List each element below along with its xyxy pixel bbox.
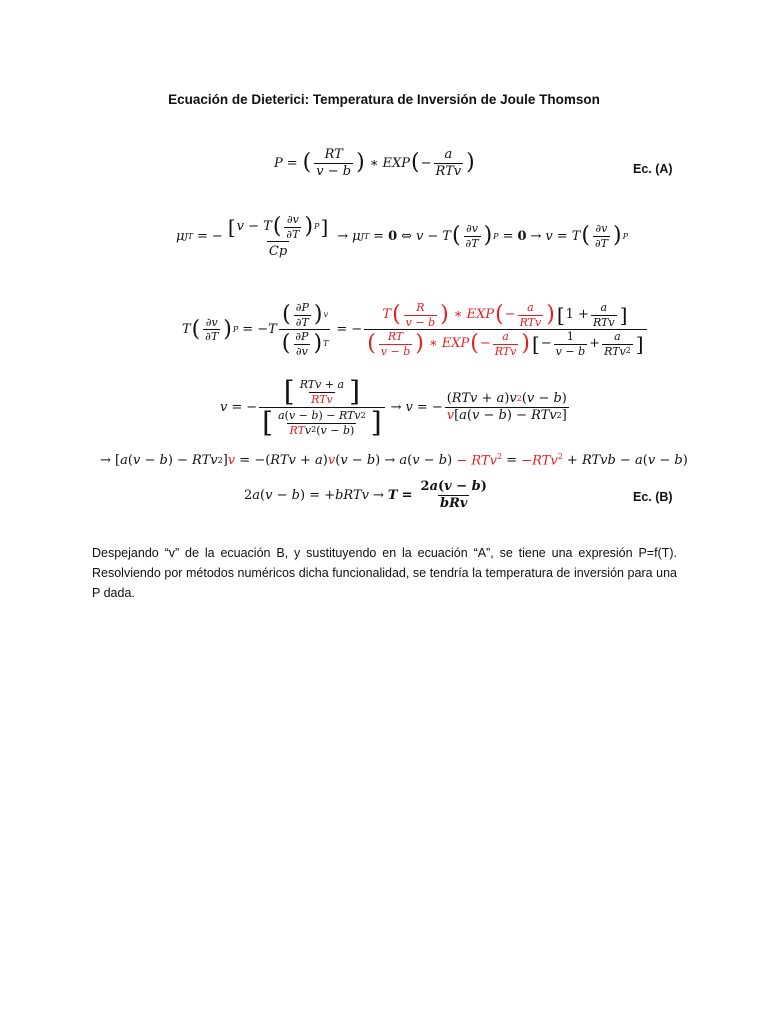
document-title: Ecuación de Dieterici: Temperatura de Inversión de Joule Thomson [168,92,600,107]
equation-partial-derivative: T ( $\frac{\partial v}{\partial T}$ ) P = − T ( $\frac{\partial P}{\partial T}$ ) v ( $\frac{\partial P}{\partial v}$ ) T = − T ( R v − b ) ∗ EXP ( − $\frac{a}{\text{RTv}}$ ) [ 1 + $\frac{a}{\text{RTv}}$ ] ( RT v − b ) ∗ EXP ( − $\frac{a}{\text{RTv}}$ ) [ − 1 v − b + a RTv 2 ] [182,302,649,357]
equation-expansion: → [ a ( v − b ) − RTv 2 ] v = −( RTv + a ) v ( v − b ) → a ( v − b ) − RTv$^2$ = −RTv$^2$ + RTvb − a ( v − b ) [100,452,688,469]
equation-v-substitution: v = − [ RTv + a RTv ] [ a ( v − b ) − RTv 2 RT v 2 ( v − b ) ] → v = − ( RTv + a ) v 2 ( v − b ) v [ a ( v − b ) − RTv 2 ] [220,375,567,439]
equation-a-label: Ec. (A) [633,162,673,176]
equation-b: 2 a ( v − b ) = + bRTv → T = 2 a ( v − b ) bRv [244,479,487,511]
equation-a: P = ( RT v − b ) ∗ EXP ( − $\frac{a}{\text{RTv}}$ ) [274,147,475,179]
body-paragraph: Despejando “v” de la ecuación B, y sustituyendo en la ecuación “A”, se tiene una expresión P=f(T). Resolviendo por métodos numéricos dicha funcionalidad, se tendría la temperatura de inversión para una P dada. [92,546,677,600]
equation-b-label: Ec. (B) [633,490,673,504]
equation-joule-thomson: μ JT = − [ v − T ( $\frac{\partial v}{\partial T}$ ) P ] Cp → μ JT = 0 ⇔ v − T ( $\frac{\partial v}{\partial T}$ ) P = 0 → v = T ( $\frac{\partial v}{\partial T}$ ) P [176,213,628,260]
